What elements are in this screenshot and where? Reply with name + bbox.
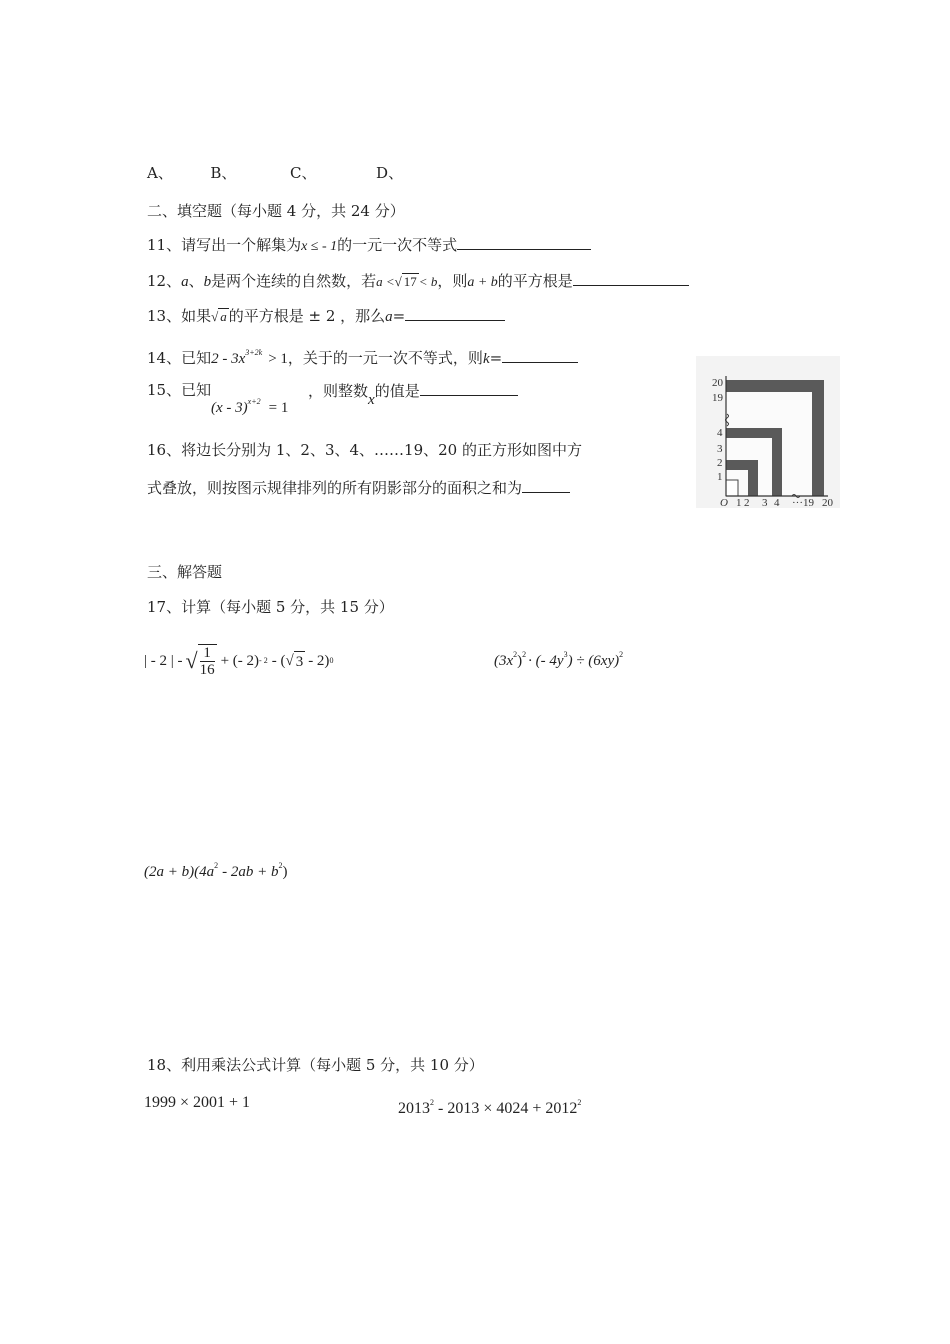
q17-e3-c: ) [282, 864, 288, 880]
option-c: C、 [290, 164, 317, 182]
q17-e1-exp2: 0 [329, 656, 334, 665]
q17-expression-2 [494, 645, 623, 671]
option-a: A、 [147, 164, 173, 182]
figure-svg [696, 356, 840, 508]
question-15 [147, 380, 211, 400]
x-label-1: 1 [736, 497, 742, 508]
x-label-4: 4 [774, 497, 780, 508]
q18-e2-b: - 2013 × 4024 + 2012 [438, 1100, 578, 1117]
q12-var-a: a [181, 274, 189, 290]
q15-text-end: 的值是 [374, 382, 420, 400]
x-label-3: 3 [762, 497, 768, 508]
q17-e2-a-exp: 2 [513, 650, 518, 659]
q18-expression-1: 1999 × 2001 + 1 [144, 1094, 251, 1111]
y-label-2: 2 [717, 457, 723, 469]
q15-var: x [368, 392, 375, 408]
q14-gt: > 1 [268, 351, 288, 367]
q17-e2-b: · (- 4y [528, 653, 564, 669]
q14-var: k [482, 351, 490, 367]
y-label-4: 4 [717, 427, 723, 439]
x-label-19: ···19 [792, 497, 814, 508]
q12-sum: a + b [467, 275, 498, 290]
answer-blank[interactable] [457, 234, 591, 250]
q12-text-2: ，则 [437, 272, 468, 290]
q15-text-2: ，则整数 [308, 382, 369, 400]
y-label-19: 19 [712, 392, 723, 404]
q17-e1-minus: - ( [271, 653, 286, 669]
y-label-20: 20 [712, 377, 723, 389]
q17-e3-b-exp: 2 [278, 861, 283, 870]
stacked-squares-figure [696, 356, 840, 508]
options-row [147, 163, 403, 183]
q15-text: 15、已知 [147, 381, 212, 399]
x-label-20: 20 [822, 497, 833, 508]
x-label-2: 2 [744, 497, 750, 508]
answer-blank[interactable] [573, 270, 689, 286]
q17-e1-numerator: 1 [200, 645, 215, 662]
q18-e2-a: 2013 [398, 1100, 430, 1117]
question-16-line-2 [147, 477, 570, 498]
q16-text: 式叠放，则按图示规律排列的所有阴影部分的面积之和为 [147, 479, 523, 497]
q13-text-2: 的平方根是 ± 2 ，那么 [228, 307, 386, 325]
q13-eq: = [392, 307, 406, 325]
q17-e3-a: (2a + b)(4a [144, 864, 215, 880]
q17-e2-b-exp: 3 [563, 650, 568, 659]
q14-text: 14、已知 [147, 349, 212, 367]
q17-e1-plus: + (- 2) [220, 653, 260, 669]
q12-text: 是两个连续的自然数，若 [211, 272, 377, 290]
q12-sep: 、 [188, 272, 204, 290]
q17-title: 17、计算（每小题 5 分，共 15 分） [147, 598, 394, 616]
q13-radicand: a [220, 309, 227, 324]
q14-base: 2 - 3x [211, 351, 246, 367]
q17-e1-exp1: - 2 [259, 656, 268, 665]
q11-math: x ≤ - 1 [301, 239, 338, 254]
q17-e2-c-exp: 2 [619, 650, 624, 659]
q17-e2-c: ) ÷ (6xy) [567, 653, 620, 669]
q18-e2-a-exp: 2 [430, 1098, 434, 1107]
q12-ineq-left: a < [376, 274, 395, 289]
q17-e1-fraction [198, 644, 217, 678]
q12-text-end: 的平方根是 [497, 272, 573, 290]
q14-eq: = [489, 349, 503, 367]
q12-var-b: b [203, 274, 212, 290]
question-14 [147, 343, 578, 369]
q15-math [211, 392, 288, 418]
q15-base: (x - 3) [211, 400, 248, 416]
q14-text-2: ，关于的一元一次不等式，则 [287, 349, 483, 367]
q17-e1-abs: | - 2 | - [144, 653, 183, 669]
q17-e3-a-exp: 2 [214, 861, 219, 870]
q17-e1-sqrt: 3 [294, 651, 306, 672]
q12-radicand: 17 [403, 274, 417, 289]
answer-blank[interactable] [522, 477, 570, 493]
q15-rest [308, 380, 518, 408]
y-label-1: 1 [717, 471, 723, 483]
q18-expression-2 [398, 1093, 581, 1119]
q17-e2-a-exp2: 2 [522, 650, 527, 659]
q17-e2-a: (3x [494, 653, 514, 669]
q11-text: 11、请写出一个解集为 [147, 236, 302, 254]
question-16-line-1: 16、将边长分别为 1、2、3、4、……19、20 的正方形如图中方 [147, 441, 582, 459]
option-d: D、 [376, 164, 404, 182]
q17-e2-a-close: ) [517, 653, 523, 669]
answer-blank[interactable] [420, 380, 518, 396]
question-11 [147, 234, 591, 257]
q17-expression-1: | - 2 | - √ $\frac{1}{16}$ + (- 2) - 2 - ( √ 3 - 2) 0 [144, 645, 334, 678]
q17-e1-denominator: 16 [199, 662, 215, 678]
answer-blank[interactable] [405, 305, 505, 321]
question-12: 12、a、b是两个连续的自然数，若a <√ 17 < b，则a + b的平方根是 [147, 270, 689, 293]
q17-expression-3 [144, 856, 287, 882]
answer-blank[interactable] [502, 347, 578, 363]
section-2-heading: 二、填空题（每小题 4 分，共 24 分） [147, 202, 405, 220]
question-13: 13、如果√ a 的平方根是 ± 2 ，那么a= [147, 305, 505, 327]
q18-title: 18、利用乘法公式计算（每小题 5 分，共 10 分） [147, 1056, 484, 1074]
q13-var: a [385, 309, 393, 325]
section-3-heading: 三、解答题 [147, 563, 223, 581]
q14-exponent: 3+2k [245, 348, 263, 357]
q17-e1-tail: - 2) [308, 653, 330, 669]
q12-number: 12、 [147, 272, 182, 290]
q13-text: 13、如果 [147, 307, 212, 325]
q18-e2-b-exp: 2 [577, 1098, 582, 1107]
y-label-3: 3 [717, 443, 723, 455]
q15-exponent: x+2 [247, 397, 261, 406]
origin-label: O [720, 497, 728, 508]
q15-eq: = 1 [268, 400, 289, 416]
q12-ineq-right: < b [418, 274, 438, 289]
option-b: B、 [210, 164, 237, 182]
q11-text-end: 的一元一次不等式 [337, 236, 458, 254]
q17-e3-b: - 2ab + b [222, 864, 279, 880]
